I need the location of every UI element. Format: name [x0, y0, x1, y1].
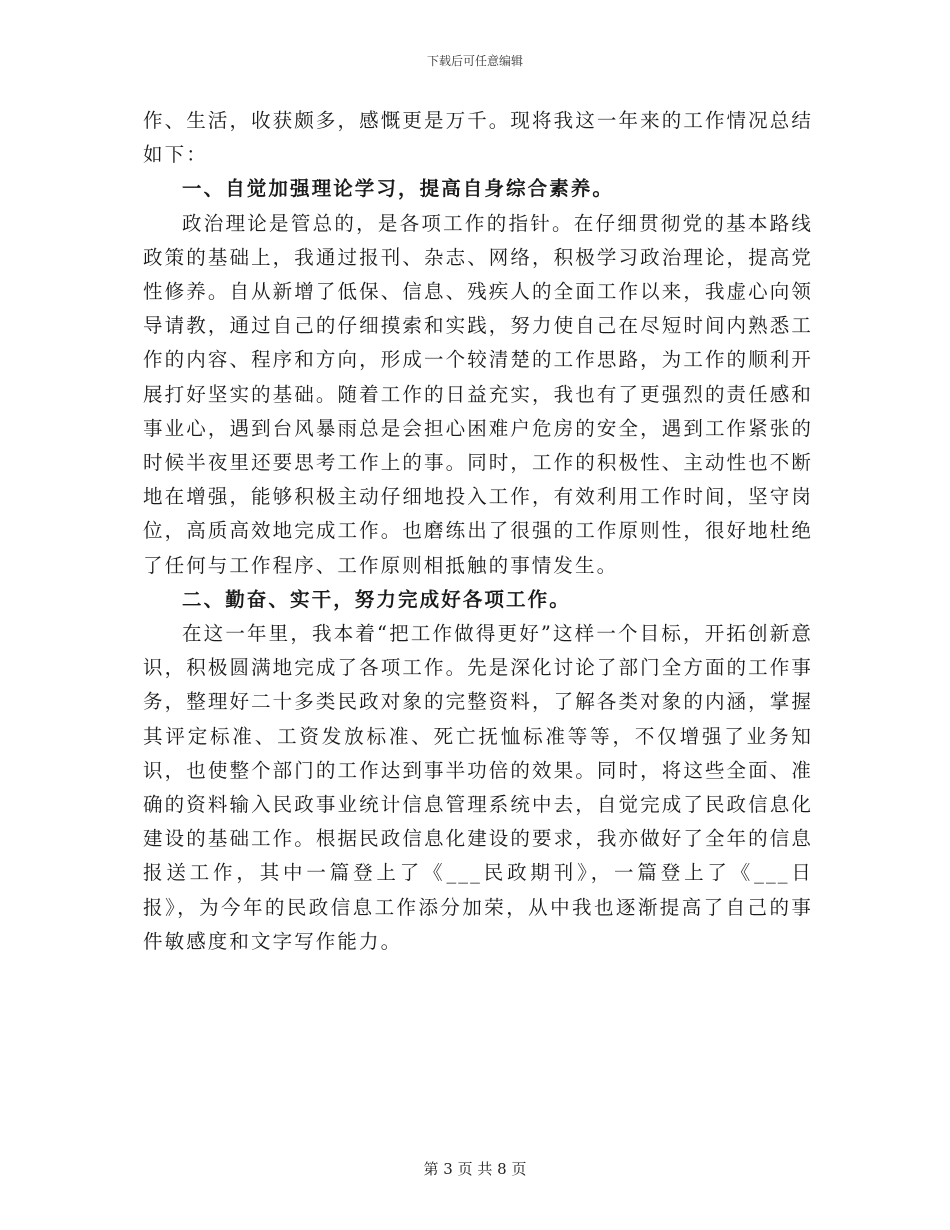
page-footer: 第 3 页 共 8 页 [423, 1160, 527, 1178]
section-2-heading: 二、勤奋、实干，努力完成好各项工作。 [182, 587, 571, 611]
section-1-paragraph: 政治理论是管总的，是各项工作的指针。在仔细贯彻党的基本路线政策的基础上，我通过报刊、杂志、网络，积极学习政治理论，提高党性修养。自从新增了低保、信息、残疾人的全面工作以来，我虚心向领导请教，通过自己的仔细摸索和实践，努力使自己在尽短时间内熟悉工作的内容、程序和方向，形成一个较清楚的工作思路，为工作的顺利开展打好坚实的基础。随着工作的日益充实，我也有了更强烈的责任感和事业心，遇到台风暴雨总是会担心困难户危房的安全，遇到工作紧张的时候半夜里还要思考工作上的事。同时，工作的积极性、主动性也不断地在增强，能够积极主动仔细地投入工作，有效利用工作时间，坚守岗位，高质高效地完成工作。也磨练出了很强的工作原则性，很好地杜绝了任何与工作程序、工作原则相抵触的事情发生。 [143, 211, 813, 577]
page-header: 下载后可任意编辑 [426, 54, 523, 68]
section-2-paragraph: 在这一年里，我本着“把工作做得更好”这样一个目标，开拓创新意识，积极圆满地完成了各项工作。先是深化讨论了部门全方面的工作事务，整理好二十多类民政对象的完整资料，了解各类对象的内涵，掌握其评定标准、工资发放标准、死亡抚恤标准等等，不仅增强了业务知识，也使整个部门的工作达到事半功倍的效果。同时，将这些全面、准确的资料输入民政事业统计信息管理系统中去，自觉完成了民政信息化建设的基础工作。根据民政信息化建设的要求，我亦做好了全年的信息报送工作，其中一篇登上了《___民政期刊》，一篇登上了《___日报》，为今年的民政信息工作添分加荣，从中我也逐渐提高了自己的事件敏感度和文字写作能力。 [143, 622, 813, 953]
intro-continuation-paragraph: 作、生活，收获颇多，感慨更是万千。现将我这一年来的工作情况总结如下： [143, 109, 813, 167]
section-1-heading: 一、自觉加强理论学习，提高自身综合素养。 [182, 177, 615, 201]
document-body [143, 104, 813, 959]
